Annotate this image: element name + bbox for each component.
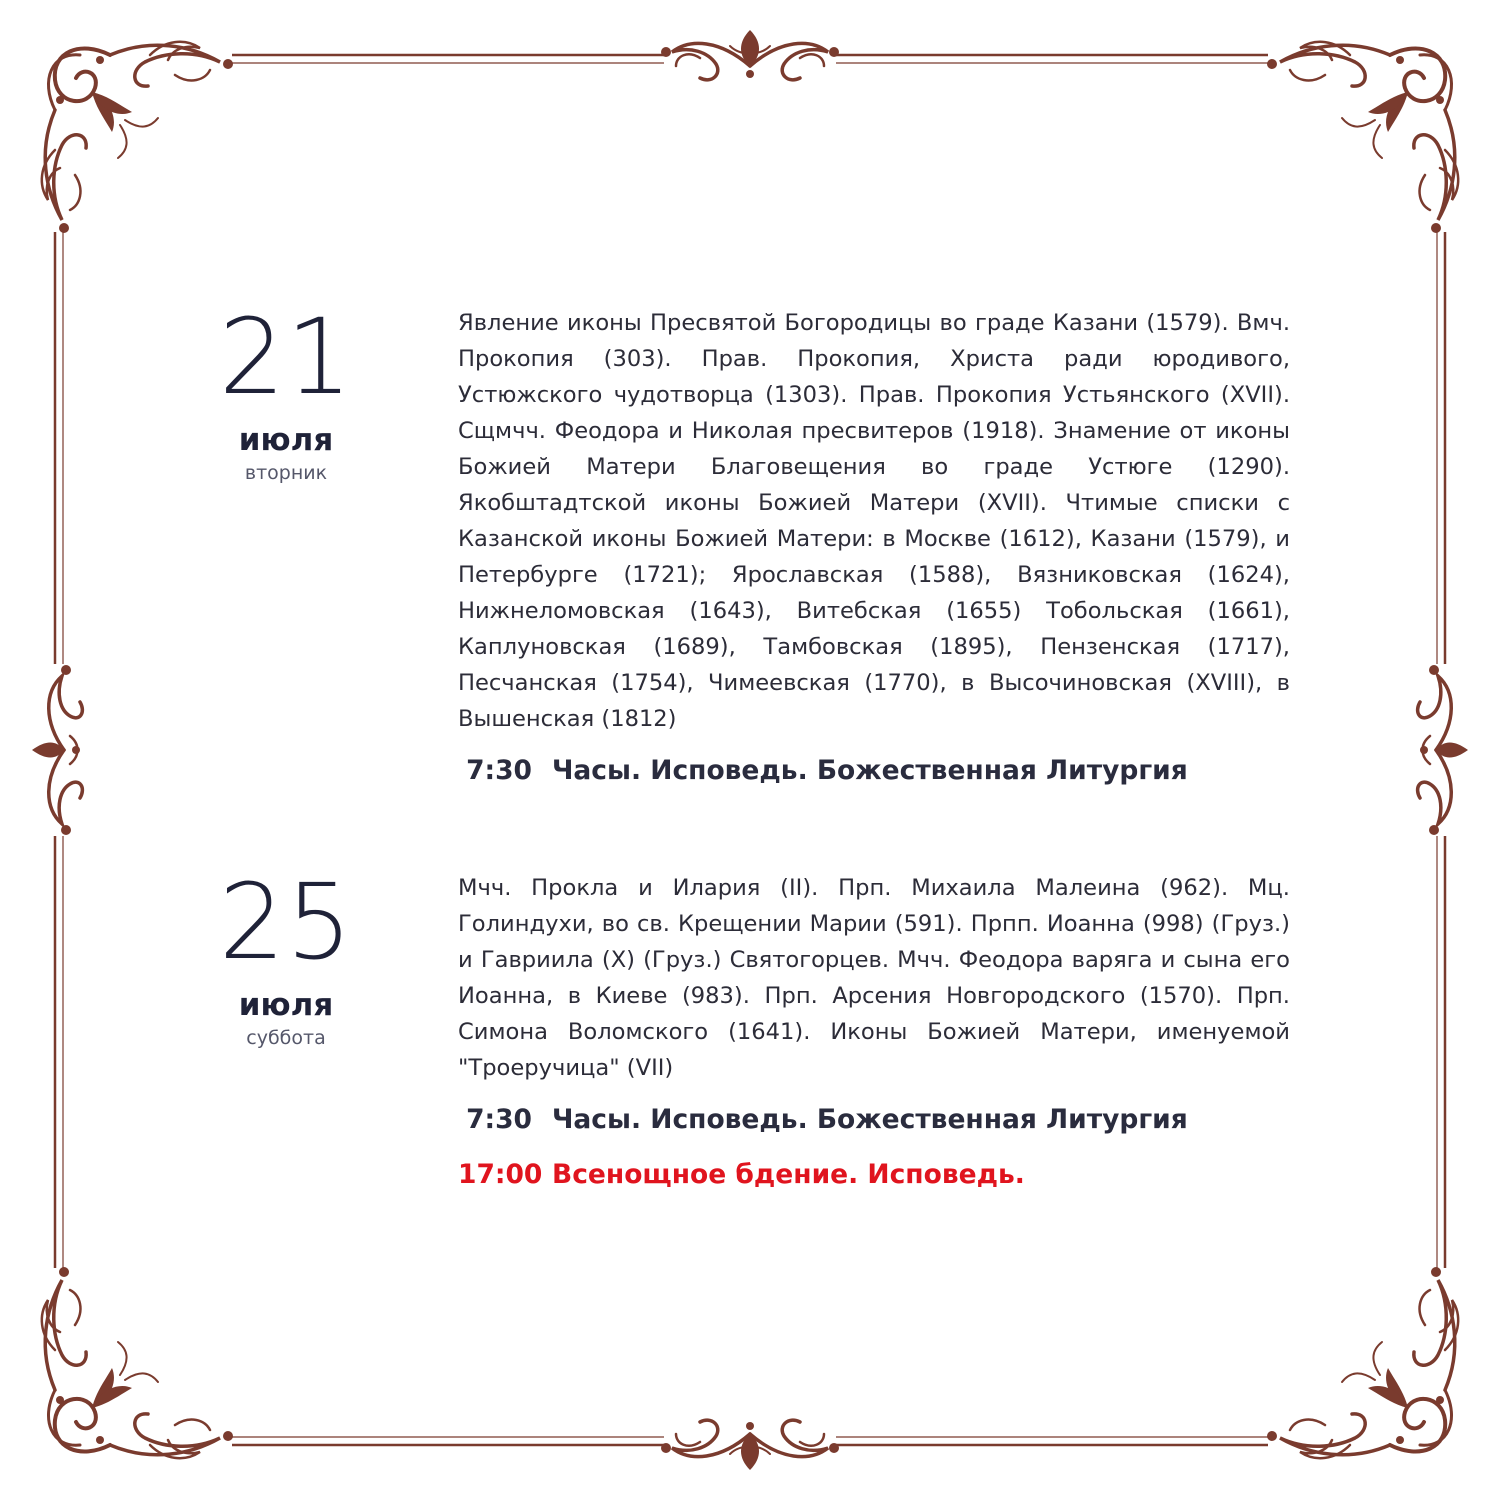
month-label: июля <box>238 987 334 1023</box>
fleur-ornament-icon <box>661 1420 839 1470</box>
service-item <box>458 1102 1290 1138</box>
flourish-corner-icon <box>42 1267 233 1458</box>
service-list <box>458 753 1290 789</box>
fleur-ornament-icon <box>1418 665 1468 835</box>
service-item-highlighted <box>458 1157 1290 1193</box>
flourish-corner-icon <box>42 42 233 233</box>
feast-description: Явление иконы Пресвятой Богородицы во граде Казани (1579). Вмч. Прокопия (303). Прав. Прокопия, Христа ради юродивого, Устюжского чудотворца (1303). Прав. Прокопия Устьянского (XVII). Сщмчч. Феодора и Николая пресвитеров (1918). Знамение от иконы Божией Матери Благовещения во граде Устюге (1290). Якобштадтской иконы Божией Матери (XVII). Чтимые списки с Казанской иконы Божией Матери: в Москве (1612), Казани (1579), и Петербурге (1721); Ярославская (1588), Вязниковская (1624), Нижнеломовская (1643), Витебская (1655) Тобольская (1661), Каплуновская (1689), Тамбовская (1895), Пензенская (1717), Песчанская (1754), Чимеевская (1770), в Высочиновская (XVIII), в Вышенская (1812) <box>458 310 1290 732</box>
weekday-label: вторник <box>244 462 328 484</box>
entry-content <box>458 870 1290 1212</box>
flourish-corner-icon <box>1267 42 1458 233</box>
date-block <box>186 861 386 1050</box>
day-number: 25 <box>218 861 354 983</box>
service-time: 7:30 <box>466 755 532 786</box>
date-block <box>186 296 386 485</box>
day-number: 21 <box>218 296 354 418</box>
service-list <box>458 1102 1290 1193</box>
service-label: Часы. Исповедь. Божественная Литургия <box>552 1104 1188 1135</box>
service-label: Часы. Исповедь. Божественная Литургия <box>552 755 1188 786</box>
feast-description: Мчч. Прокла и Илария (II). Прп. Михаила Малеина (962). Мц. Голиндухи, во св. Крещении Марии (591). Прпп. Иоанна (998) (Груз.) и Гавриила (X) (Груз.) Святогорцев. Мчч. Феодора варяга и сына его Иоанна, в Киеве (983). Прп. Арсения Новгородского (1570). Прп. Симона Воломского (1641). Иконы Божией Матери, именуемой "Троеручица" (VII) <box>458 875 1290 1081</box>
service-time: 7:30 <box>466 1104 532 1135</box>
service-label: Всенощное бдение. Исповедь. <box>552 1159 1025 1190</box>
flourish-corner-icon <box>1267 1267 1458 1458</box>
month-label: июля <box>238 422 334 458</box>
entry-content <box>458 305 1290 808</box>
fleur-ornament-icon <box>32 665 82 835</box>
weekday-label: суббота <box>246 1027 326 1049</box>
fleur-ornament-icon <box>661 30 839 80</box>
service-time: 17:00 <box>458 1159 543 1190</box>
service-item <box>458 753 1290 789</box>
